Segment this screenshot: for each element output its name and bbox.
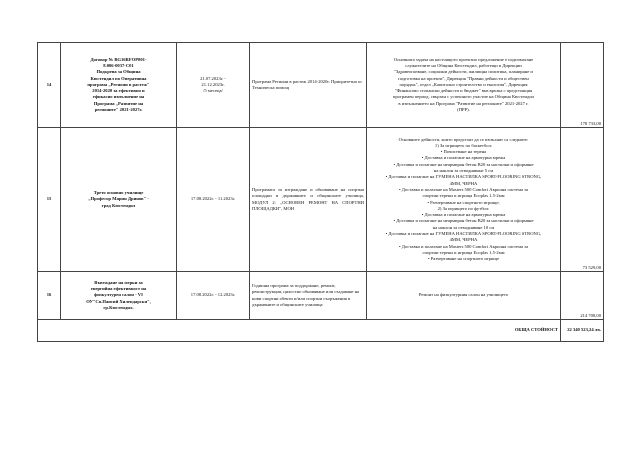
project-description: Ремонт на физкултурния салон на училището: [367, 272, 561, 320]
project-amount: 73 529,00: [561, 128, 604, 272]
project-period: 17.08.2022г. - 12.2023г.: [177, 272, 250, 320]
funding-program: Годишна програма за поддържане, ремонт, реконструкция, цялостно обновяване или създаване на нови спортни обекти и/или спортни съоръжения в държавните и общинските училища: [250, 272, 367, 320]
project-description: Основните дейности, които предстоят да се изпълнят са следните: 1) За игрището по баскетбол: • Почистване на терена • Доставка и полагане на арматурна мрежа • Доставка и полагане на неармиран бетон В20 за настилки и оформяне на наклон за отводняване 5 см • Доставка и полагане на ГУМЕНА НАСТИЛКА SPORT-FLOORING STRONG, 4ММ, ЧЕРНА • Доставка и полагане на Masters 500 Comfort Акрилна система за спортни терени и игрища Ecoplas 1,5-2мм • Разчертаване на спортното игрище; 2) За игрището по футбол: • Доставка и полагане на арматурна мрежа • Доставка и полагане на неармиран бетон В20 за настилки и оформяне на наклон за отводняване 10 см • Доставка и полагане на ГУМЕНА НАСТИЛКА SPORT-FLOORING STRONG, 4ММ, ЧЕРНА • Доставка и полагане на Masters 500 Comfort Акрилна система за спортни терени и игрища Ecoplas 1,5-2мм • Разчертаване на спортното игрище: [367, 128, 561, 272]
project-name: Трето основно училище „Професор Марин Дринов" - град Кюстендил: [61, 128, 177, 272]
project-amount: 214 708,00: [561, 272, 604, 320]
projects-table: [37, 42, 604, 342]
row-number: 15: [38, 128, 61, 272]
project-period: 21.07.2023г. - 21.12.2023г. /5 месеца/: [177, 43, 250, 128]
total-value: 22 340 523,24 лв.: [561, 320, 604, 342]
table-row: [38, 43, 604, 128]
project-name: Въвеждане на мерки за енергийна ефективност на физкултурен салон - VI ОУ"Св.Паисий Хилендарски", гр.Кюстендил.: [61, 272, 177, 320]
project-description: Основната задача на настоящото проектно предложение е подпомагане служителите на Община Кюстендил, работещи в Дирекции "Здравеопазване, социални дейности, жилищна политика, планиране и подготовка на проекти", Дирекция "Правни дейности и обществен порядък", отдел „Капитално строителство и екология", Дирекция "Финансово стопански дейности и бюджет" във връзка с предстоящия програмен период, свързан с успешното участие на Община Кюстендил в изпълнението на Програма "Развитие на регионите" 2021-2027 г. (ПРР).: [367, 43, 561, 128]
row-number: 16: [38, 272, 61, 320]
table-row: [38, 128, 604, 272]
funding-program: Програма Региони в растеж 2014-2020г. Приоритетна ос Техническа помощ: [250, 43, 367, 128]
project-name: Договор № BG16RFOP001- 8.006-0037-C01 Подкрепа за Община Кюстендил по Оперативна програма „Региони в растеж" 2014-2020 за ефективно и ефикасно изпълнение на Програма „Развитие на регионите" 2021-2027г.: [61, 43, 177, 128]
project-amount: 178 733,00: [561, 43, 604, 128]
project-period: 17.08.2022г. - 11.2023г.: [177, 128, 250, 272]
table-row: [38, 272, 604, 320]
total-row: [38, 320, 604, 342]
total-label: ОБЩА СТОЙНОСТ: [38, 320, 561, 342]
row-number: 14: [38, 43, 61, 128]
funding-program: Програмата за изграждане и обновяване на спортни площадки в държавните и общинските училища, МОДУЛ 2: „ОСНОВЕН РЕМОНТ НА СПОРТНИ ПЛОЩАДКИ", МОН: [250, 128, 367, 272]
